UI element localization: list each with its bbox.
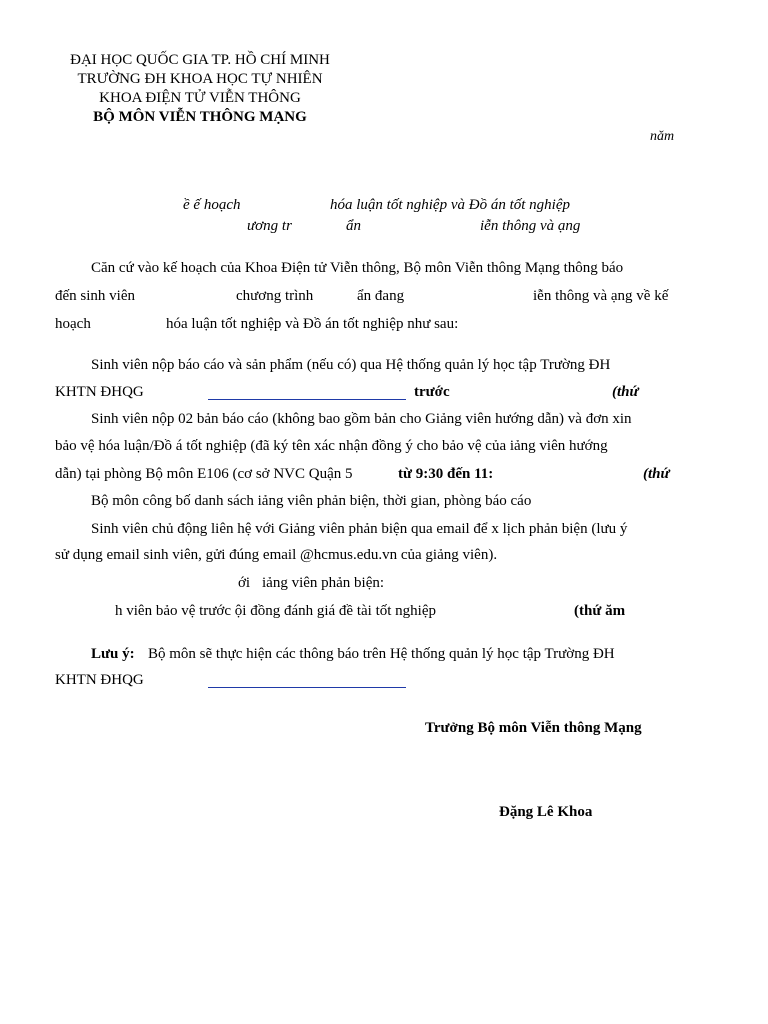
item5-b: iảng viên phản biện: <box>262 575 385 591</box>
item6-a: h viên bảo vệ trước ội đồng đánh giá đề tài tốt nghiệp <box>115 603 436 619</box>
department-name: BỘ MÔN VIỄN THÔNG MẠNG <box>93 109 307 125</box>
item1-deadline: trước <box>414 384 450 400</box>
subject-line2-b: ẩn <box>346 218 361 234</box>
note-label: Lưu ý: <box>91 646 135 662</box>
subject-line2-c: iễn thông và ạng <box>480 218 581 234</box>
note-line2: KHTN ĐHQG <box>55 672 144 688</box>
item2-weekday: (thứ <box>643 466 670 482</box>
intro-line3-a: hoạch <box>55 316 91 332</box>
subject-line1-b: hóa luận tốt nghiệp và Đồ án tốt nghiệp <box>330 197 570 213</box>
item2-line1: Sinh viên nộp 02 bản báo cáo (không bao gồm bản cho Giảng viên hướng dẫn) và đơn xin <box>91 411 632 427</box>
item2-time: từ 9:30 đến 11: <box>398 466 494 482</box>
signature-name: Đặng Lê Khoa <box>499 804 593 820</box>
university-name: ĐẠI HỌC QUỐC GIA TP. HỒ CHÍ MINH <box>70 52 330 68</box>
item4-line2: sử dụng email sinh viên, gửi đúng email @hcmus.edu.vn của giảng viên). <box>55 547 498 563</box>
intro-line2-b: chương trình <box>236 288 314 304</box>
item2-line2: bảo vệ hóa luận/Đồ á tốt nghiệp (đã ký tên xác nhận đồng ý cho bảo vệ của iảng viên hướng <box>55 438 608 454</box>
item5-a: ới <box>238 575 251 591</box>
subject-line2-a: ương tr <box>247 218 292 234</box>
intro-line1: Căn cứ vào kế hoạch của Khoa Điện tử Viễn thông, Bộ môn Viễn thông Mạng thông báo <box>91 260 624 276</box>
item6-b: (thứ ăm <box>574 603 626 619</box>
intro-line2-c: ẩn đang <box>357 288 405 304</box>
intro-line3-b: hóa luận tốt nghiệp và Đồ án tốt nghiệp như sau: <box>166 316 459 332</box>
intro-line2-d: iễn thông và ạng về kế <box>533 288 669 304</box>
faculty-name: KHOA ĐIỆN TỬ VIỄN THÔNG <box>99 90 301 106</box>
item1-weekday: (thứ <box>612 384 639 400</box>
intro-line2-a: đến sinh viên <box>55 288 135 304</box>
date-line: năm <box>650 129 675 144</box>
lms-link-underline[interactable] <box>208 399 406 400</box>
item3: Bộ môn công bố danh sách iảng viên phản biện, thời gian, phòng báo cáo <box>91 493 532 509</box>
note-link-underline[interactable] <box>208 687 406 688</box>
note-line1: Bộ môn sẽ thực hiện các thông báo trên Hệ thống quản lý học tập Trường ĐH <box>148 646 615 662</box>
signature-title: Trưởng Bộ môn Viễn thông Mạng <box>425 720 642 736</box>
subject-line1-a: ề ế hoạch <box>183 197 241 213</box>
item1-line2-a: KHTN ĐHQG <box>55 384 144 400</box>
item2-line3-a: dẫn) tại phòng Bộ môn E106 (cơ sở NVC Quận 5 <box>55 466 353 482</box>
school-name: TRƯỜNG ĐH KHOA HỌC TỰ NHIÊN <box>77 71 323 87</box>
item1-line1: Sinh viên nộp báo cáo và sản phẩm (nếu có) qua Hệ thống quản lý học tập Trường ĐH <box>91 357 611 373</box>
item4-line1: Sinh viên chủ động liên hệ với Giảng viên phản biện qua email để x lịch phản biện (lưu ý <box>91 521 628 537</box>
